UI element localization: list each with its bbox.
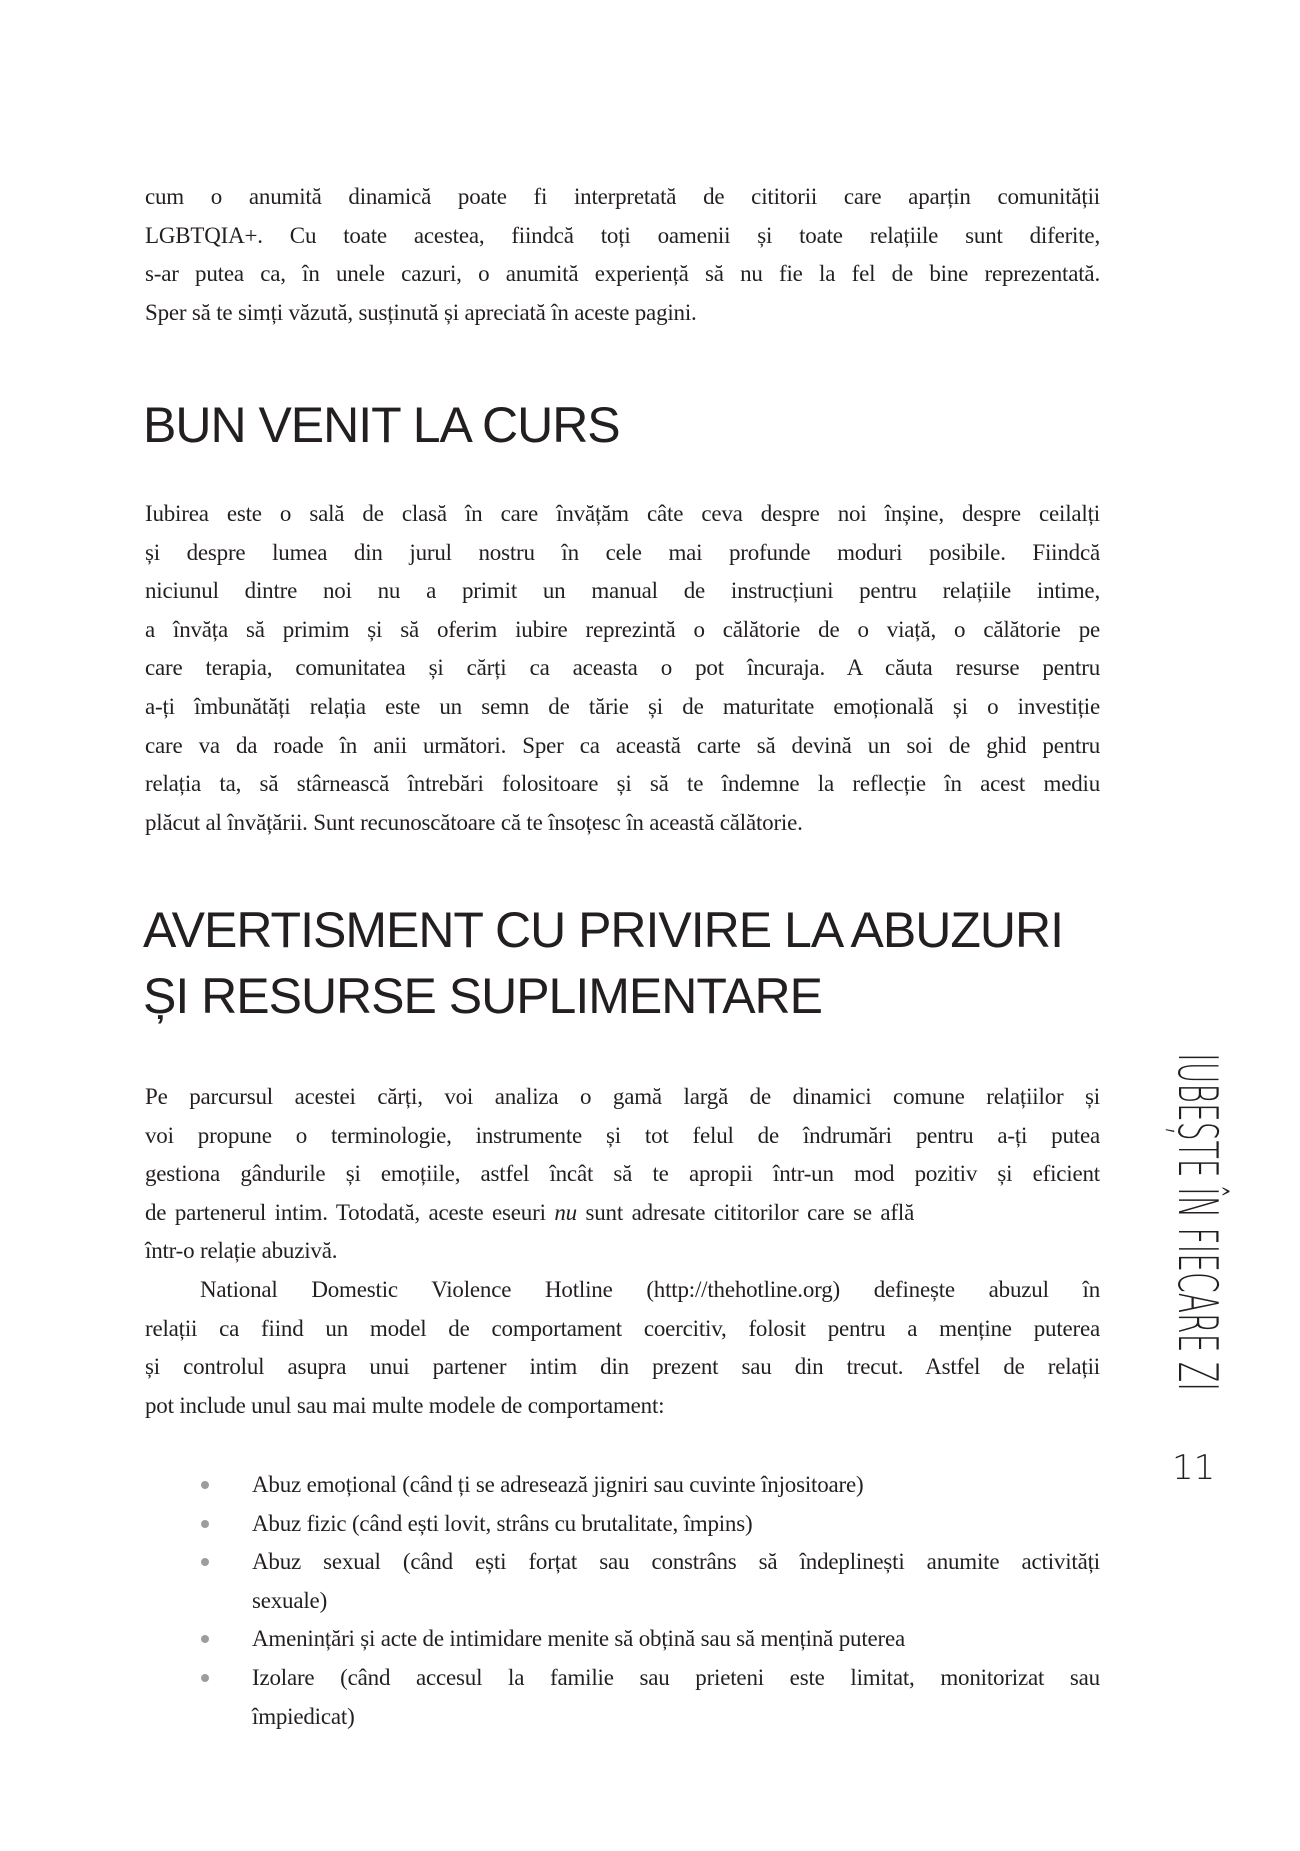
- text-line: sexuale): [252, 1587, 328, 1613]
- list-item: [145, 1659, 1100, 1736]
- text-line: [145, 1194, 1100, 1233]
- text-line: care va da roade în anii următori. Sper ca această carte să devină un soi de ghid pentru: [145, 732, 1100, 758]
- section-heading-welcome: BUN VENIT LA CURS: [143, 397, 620, 453]
- text-line: Izolare (când accesul la familie sau prieteni este limitat, monitorizat sau: [252, 1664, 1100, 1690]
- section-heading-abuse-warning: [143, 897, 1063, 1029]
- bullet-icon: [201, 1635, 209, 1643]
- text-line: relații ca fiind un model de comportament coercitiv, folosit pentru a menține puterea: [145, 1315, 1100, 1341]
- book-title-text: IUBEȘTE ÎN FIECARE ZI: [1166, 1053, 1229, 1391]
- list-item: [145, 1466, 1100, 1505]
- welcome-paragraph: [145, 495, 1100, 842]
- text-line: care terapia, comunitatea și cărți ca aceasta o pot încuraja. A căuta resurse pentru: [145, 655, 1100, 681]
- text-line: a învăța să primim și să oferim iubire reprezintă o călătorie de o viață, o călătorie pe: [145, 616, 1100, 642]
- text-line: LGBTQIA+. Cu toate acestea, fiindcă toți oamenii și toate relațiile sunt diferite,: [145, 222, 1100, 248]
- text-line: împiedicat): [252, 1703, 355, 1729]
- text-line: Abuz sexual (când ești forțat sau constrâns să îndeplinești anumite activități: [252, 1549, 1100, 1575]
- text-line: într-o relație abuzivă.: [145, 1238, 338, 1264]
- text-span: sunt adresate cititorilor care se află: [576, 1199, 915, 1225]
- text-line: Sper să te simți văzută, susținută și apreciată în aceste pagini.: [145, 299, 697, 325]
- text-line: gestiona gândurile și emoțiile, astfel încât să te apropii într-un mod pozitiv și eficient: [145, 1161, 1100, 1187]
- bullet-icon: [201, 1520, 209, 1528]
- bullet-icon: [201, 1674, 209, 1682]
- text-line: s-ar putea ca, în unele cazuri, o anumită experiență să nu fie la fel de bine reprezentată.: [145, 261, 1100, 287]
- list-item: [145, 1543, 1100, 1620]
- intro-paragraph: [145, 178, 1100, 332]
- text-line: Iubirea este o sală de clasă în care învățăm câte ceva despre noi înșine, despre ceilalți: [145, 501, 1100, 526]
- running-book-title: [1166, 1022, 1229, 1422]
- text-line: a-ți îmbunătăți relația este un semn de tărie și de maturitate emoțională și o investiție: [145, 693, 1100, 719]
- text-line: relația ta, să stârnească întrebări folositoare și să te îndemne la reflecție în acest mediu: [145, 771, 1100, 797]
- text-line: cum o anumită dinamică poate fi interpretată de cititorii care aparțin comunității: [145, 184, 1100, 209]
- list-item: [145, 1620, 1100, 1659]
- list-item: [145, 1505, 1100, 1544]
- heading-line: ȘI RESURSE SUPLIMENTARE: [143, 968, 823, 1024]
- heading-line: AVERTISMENT CU PRIVIRE LA ABUZURI: [143, 902, 1064, 958]
- emphasis-nu: nu: [554, 1199, 577, 1225]
- text-line: Abuz emoțional (când ți se adresează jigniri sau cuvinte înjositoare): [252, 1472, 864, 1497]
- text-line: și despre lumea din jurul nostru în cele mai profunde moduri posibile. Fiindcă: [145, 539, 1100, 565]
- text-line: pot include unul sau mai multe modele de comportament:: [145, 1392, 665, 1418]
- text-line: și controlul asupra unui partener intim din prezent sau din trecut. Astfel de relații: [145, 1354, 1100, 1380]
- text-line: Abuz fizic (când ești lovit, strâns cu brutalitate, împins): [252, 1510, 753, 1536]
- bullet-icon: [201, 1558, 209, 1566]
- text-span: de partenerul intim. Totodată, aceste eseuri: [145, 1199, 555, 1225]
- text-line: National Domestic Violence Hotline (http://thehotline.org) definește abuzul în: [200, 1276, 1100, 1302]
- warning-paragraph: [145, 1078, 1100, 1425]
- text-line: voi propune o terminologie, instrumente și tot felul de îndrumări pentru a-ți putea: [145, 1122, 1100, 1148]
- bullet-icon: [201, 1481, 209, 1489]
- page-number: 11: [1172, 1448, 1216, 1488]
- text-line: plăcut al învățării. Sunt recunoscătoare că te însoțesc în această călătorie.: [145, 809, 803, 835]
- text-line: Pe parcursul acestei cărți, voi analiza o gamă largă de dinamici comune relațiilor și: [145, 1084, 1100, 1109]
- text-line: Amenințări și acte de intimidare menite să obțină sau să mențină puterea: [252, 1626, 906, 1652]
- abuse-types-list: [145, 1466, 1100, 1736]
- text-line: niciunul dintre noi nu a primit un manual de instrucțiuni pentru relațiile intime,: [145, 578, 1100, 604]
